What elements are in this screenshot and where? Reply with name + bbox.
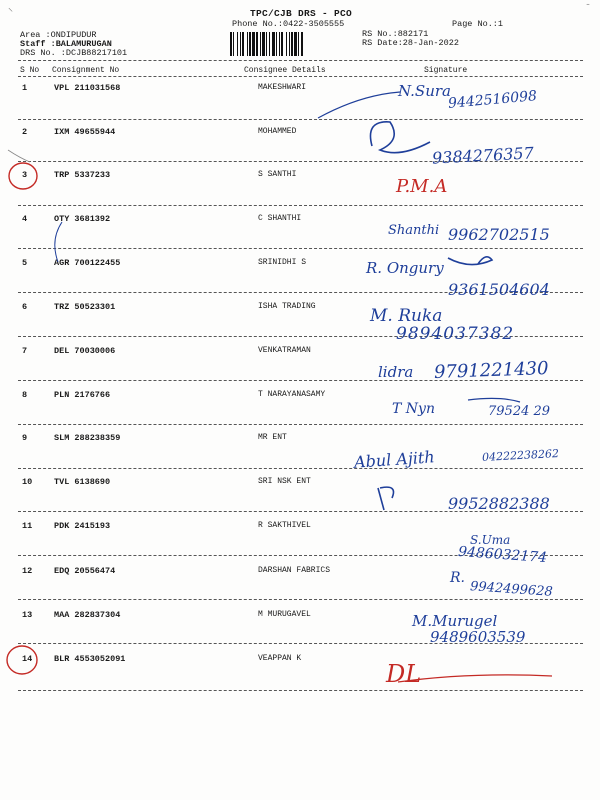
pen-stroke bbox=[318, 92, 400, 118]
row-consignment: PLN 2176766 bbox=[54, 390, 111, 400]
handwritten-mark: DL bbox=[386, 660, 422, 688]
row-sno: 2 bbox=[22, 127, 28, 137]
sheet-title: TPC/CJB DRS - PCO bbox=[250, 8, 353, 19]
row-consignee: ISHA TRADING bbox=[258, 302, 316, 311]
row-consignee: SRINIDHI S bbox=[258, 258, 307, 267]
row-consignee: MOHAMMED bbox=[258, 127, 297, 136]
row-sno: 5 bbox=[22, 258, 28, 268]
handwritten-signature: N.Sura bbox=[398, 82, 451, 100]
scan-mark: ˉ bbox=[585, 4, 592, 15]
row-consignment: TVL 6138690 bbox=[54, 477, 111, 487]
signature-stroke bbox=[448, 257, 492, 265]
scan-mark: ⸌ bbox=[8, 8, 13, 19]
signature-stroke bbox=[370, 122, 430, 153]
handwritten-phone: 9952882388 bbox=[448, 494, 550, 513]
row-sno: 7 bbox=[22, 346, 28, 356]
handwritten-phone: 9942499628 bbox=[469, 579, 554, 600]
phone-number: Phone No.:0422-3505555 bbox=[232, 19, 345, 29]
row-consignment: SLM 288238359 bbox=[54, 433, 121, 443]
handwritten-signature: M.Murugel bbox=[412, 612, 498, 630]
row-consignee: VEAPPAN K bbox=[258, 654, 302, 663]
row-sno: 8 bbox=[22, 390, 28, 400]
handwritten-phone: 9486032174 bbox=[457, 543, 548, 567]
page-number: Page No.:1 bbox=[452, 19, 504, 29]
handwritten-phone: 9791221430 bbox=[433, 358, 549, 383]
row-sno: 6 bbox=[22, 302, 28, 312]
col-header-sno: S No bbox=[20, 66, 40, 75]
row-sno: 11 bbox=[22, 521, 33, 531]
row-sno: 1 bbox=[22, 83, 28, 93]
row-consignee: M MURUGAVEL bbox=[258, 610, 311, 619]
handwritten-signature: R. bbox=[450, 570, 465, 586]
signature-stroke bbox=[378, 487, 394, 510]
handwritten-phone: 9361504604 bbox=[448, 280, 550, 299]
handwritten-signature: S.Uma bbox=[470, 533, 511, 547]
row-consignee: DARSHAN FABRICS bbox=[258, 566, 331, 575]
row-consignment: MAA 282837304 bbox=[54, 610, 121, 620]
handwritten-phone: 9442516098 bbox=[447, 88, 538, 112]
row-consignment: IXM 49655944 bbox=[54, 127, 116, 137]
row-consignee: C SHANTHI bbox=[258, 214, 302, 223]
row-consignee: S SANTHI bbox=[258, 170, 297, 179]
row-sno: 4 bbox=[22, 214, 28, 224]
col-header-consignment: Consignment No bbox=[52, 66, 120, 75]
row-consignment: TRP 5337233 bbox=[54, 170, 111, 180]
row-sno: 9 bbox=[22, 433, 28, 443]
row-consignee: VENKATRAMAN bbox=[258, 346, 311, 355]
row-consignee: SRI NSK ENT bbox=[258, 477, 311, 486]
staff-label: Staff :BALAMURUGAN bbox=[20, 39, 112, 49]
handwritten-phone: 9384276357 bbox=[431, 143, 535, 168]
drs-number: DRS No. :DCJB88217101 bbox=[20, 48, 128, 58]
handwritten-signature: R. Ongury bbox=[366, 259, 444, 277]
col-header-consignee: Consignee Details bbox=[244, 66, 326, 75]
row-consignment: PDK 2415193 bbox=[54, 521, 111, 531]
row-sno: 3 bbox=[22, 170, 28, 180]
row-consignment: BLR 4553052091 bbox=[54, 654, 126, 664]
pen-stroke bbox=[55, 222, 62, 262]
handwritten-signature: T Nyn bbox=[392, 401, 435, 417]
handwritten-signature: Abul Ajith bbox=[353, 447, 436, 472]
row-3-circle bbox=[9, 163, 37, 189]
row-consignee: MAKESHWARI bbox=[258, 83, 307, 92]
row-consignment: EDQ 20556474 bbox=[54, 566, 116, 576]
row-consignee: MR ENT bbox=[258, 433, 287, 442]
col-header-signature: Signature bbox=[424, 66, 468, 75]
handwritten-phone: 04222238262 bbox=[481, 446, 560, 465]
rs-date: RS Date:28-Jan-2022 bbox=[362, 38, 459, 48]
row-14-circle bbox=[7, 646, 37, 674]
row-consignment: VPL 211031568 bbox=[54, 83, 121, 93]
pen-stroke bbox=[468, 398, 520, 402]
rs-number: RS No.:882171 bbox=[362, 29, 429, 39]
handwritten-signature: lidra bbox=[378, 363, 414, 381]
handwritten-signature: Shanthi bbox=[388, 223, 440, 238]
handwritten-phone: 9962702515 bbox=[448, 225, 550, 244]
handwritten-mark: P.M.A bbox=[396, 176, 448, 197]
handwritten-signature: M. Ruka bbox=[370, 306, 443, 326]
row-consignee: R SAKTHIVEL bbox=[258, 521, 311, 530]
row-sno: 10 bbox=[22, 477, 33, 487]
scan-mark bbox=[8, 150, 30, 162]
row-sno: 12 bbox=[22, 566, 33, 576]
row-consignee: T NARAYANASAMY bbox=[258, 390, 326, 399]
row-consignment: AGR 700122455 bbox=[54, 258, 121, 268]
row-consignment: OTY 3681392 bbox=[54, 214, 111, 224]
handwritten-phone: 9489603539 bbox=[430, 628, 526, 646]
handwritten-phone: 79524 29 bbox=[488, 404, 551, 419]
handwritten-phone: 9894037382 bbox=[396, 324, 515, 344]
row-sno: 14 bbox=[22, 654, 33, 664]
area-label: Area :ONDIPUDUR bbox=[20, 30, 97, 40]
row-consignment: TRZ 50523301 bbox=[54, 302, 116, 312]
row-consignment: DEL 70030006 bbox=[54, 346, 116, 356]
row-sno: 13 bbox=[22, 610, 33, 620]
